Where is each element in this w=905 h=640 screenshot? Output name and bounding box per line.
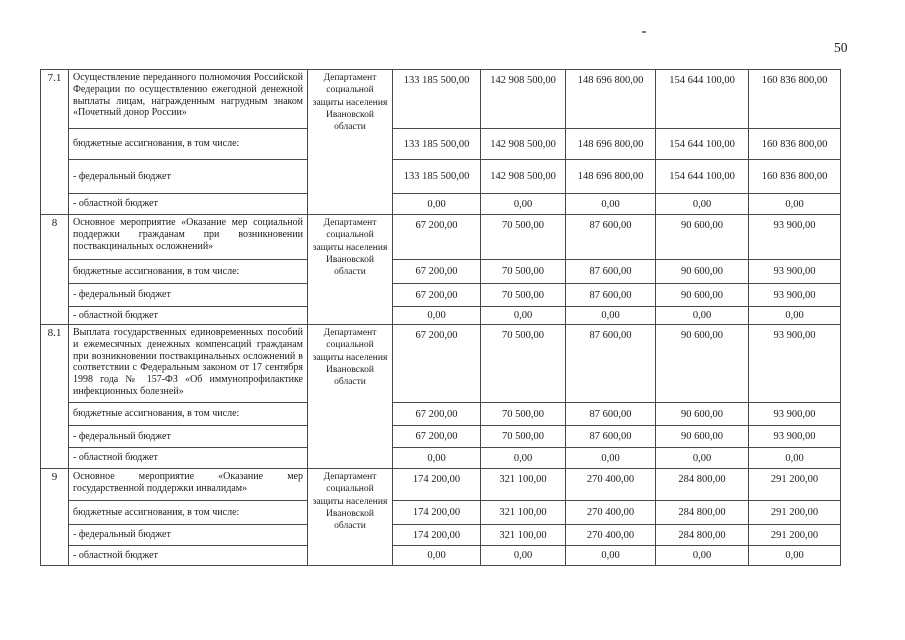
value-cell: 67 200,00 (393, 403, 481, 426)
value-cell: 93 900,00 (749, 284, 841, 307)
table-row (41, 403, 841, 426)
value-cell: 291 200,00 (749, 525, 841, 546)
value-cell: 70 500,00 (481, 403, 566, 426)
value-cell: 270 400,00 (566, 501, 656, 525)
value-cell: 67 200,00 (393, 325, 481, 403)
scan-artifact-dot (642, 31, 646, 33)
value-cell: 93 900,00 (749, 426, 841, 448)
subrow-label-budget: бюджетные ассигнования, в том числе: (69, 403, 308, 426)
value-cell: 133 185 500,00 (393, 70, 481, 129)
value-cell: 0,00 (393, 307, 481, 325)
value-cell: 0,00 (566, 194, 656, 215)
value-cell: 0,00 (566, 448, 656, 469)
value-cell: 90 600,00 (656, 325, 749, 403)
table-row (41, 546, 841, 566)
value-cell: 0,00 (749, 546, 841, 566)
value-cell: 291 200,00 (749, 469, 841, 501)
table-row (41, 469, 841, 501)
table-row (41, 194, 841, 215)
value-cell: 87 600,00 (566, 215, 656, 260)
value-cell: 87 600,00 (566, 284, 656, 307)
value-cell: 0,00 (481, 307, 566, 325)
value-cell: 90 600,00 (656, 260, 749, 284)
value-cell: 284 800,00 (656, 501, 749, 525)
value-cell: 284 800,00 (656, 469, 749, 501)
value-cell: 321 100,00 (481, 469, 566, 501)
department-cell: Департамент социальной защиты населения Ивановской области (308, 469, 393, 566)
value-cell: 160 836 800,00 (749, 160, 841, 194)
value-cell: 174 200,00 (393, 501, 481, 525)
value-cell: 160 836 800,00 (749, 70, 841, 129)
table-row (41, 160, 841, 194)
value-cell: 67 200,00 (393, 284, 481, 307)
table-row (41, 129, 841, 160)
page-number: 50 (834, 40, 848, 55)
subrow-label-federal: - федеральный бюджет (69, 160, 308, 194)
value-cell: 0,00 (393, 448, 481, 469)
value-cell: 87 600,00 (566, 325, 656, 403)
value-cell: 0,00 (481, 194, 566, 215)
value-cell: 0,00 (393, 546, 481, 566)
table-row (41, 525, 841, 546)
value-cell: 291 200,00 (749, 501, 841, 525)
value-cell: 321 100,00 (481, 525, 566, 546)
activity-title: Осуществление переданного полномочия Российской Федерации по осуществлению ежегодной денежной выплаты лицам, награжденным нагрудным знаком «Почетный донор России» (69, 70, 308, 129)
value-cell: 0,00 (656, 307, 749, 325)
value-cell: 142 908 500,00 (481, 129, 566, 160)
table-row (41, 284, 841, 307)
value-cell: 154 644 100,00 (656, 160, 749, 194)
table-row (41, 501, 841, 525)
value-cell: 70 500,00 (481, 260, 566, 284)
value-cell: 270 400,00 (566, 525, 656, 546)
subrow-label-federal: - федеральный бюджет (69, 426, 308, 448)
value-cell: 148 696 800,00 (566, 160, 656, 194)
value-cell: 0,00 (749, 194, 841, 215)
subrow-label-regional: - областной бюджет (69, 546, 308, 566)
value-cell: 133 185 500,00 (393, 129, 481, 160)
value-cell: 87 600,00 (566, 426, 656, 448)
subrow-label-budget: бюджетные ассигнования, в том числе: (69, 501, 308, 525)
value-cell: 0,00 (749, 307, 841, 325)
value-cell: 0,00 (393, 194, 481, 215)
value-cell: 0,00 (566, 307, 656, 325)
value-cell: 148 696 800,00 (566, 129, 656, 160)
value-cell: 90 600,00 (656, 426, 749, 448)
value-cell: 0,00 (656, 194, 749, 215)
department-cell: Департамент социальной защиты населения Ивановской области (308, 70, 393, 215)
value-cell: 321 100,00 (481, 501, 566, 525)
table-row (41, 448, 841, 469)
value-cell: 0,00 (481, 546, 566, 566)
subrow-label-federal: - федеральный бюджет (69, 525, 308, 546)
table-row (41, 307, 841, 325)
value-cell: 90 600,00 (656, 215, 749, 260)
subrow-label-regional: - областной бюджет (69, 307, 308, 325)
value-cell: 154 644 100,00 (656, 129, 749, 160)
value-cell: 93 900,00 (749, 215, 841, 260)
value-cell: 93 900,00 (749, 260, 841, 284)
department-cell: Департамент социальной защиты населения Ивановской области (308, 215, 393, 325)
value-cell: 90 600,00 (656, 284, 749, 307)
table-row (41, 426, 841, 448)
value-cell: 142 908 500,00 (481, 70, 566, 129)
value-cell: 0,00 (481, 448, 566, 469)
value-cell: 148 696 800,00 (566, 70, 656, 129)
value-cell: 67 200,00 (393, 260, 481, 284)
activity-title: Основное мероприятие «Оказание мер государственной поддержки инвалидам» (69, 469, 308, 501)
value-cell: 0,00 (656, 448, 749, 469)
value-cell: 174 200,00 (393, 469, 481, 501)
value-cell: 93 900,00 (749, 325, 841, 403)
value-cell: 90 600,00 (656, 403, 749, 426)
value-cell: 133 185 500,00 (393, 160, 481, 194)
value-cell: 0,00 (566, 546, 656, 566)
table-row (41, 260, 841, 284)
value-cell: 0,00 (749, 448, 841, 469)
row-number: 9 (41, 469, 69, 566)
value-cell: 67 200,00 (393, 215, 481, 260)
value-cell: 70 500,00 (481, 215, 566, 260)
value-cell: 70 500,00 (481, 325, 566, 403)
value-cell: 67 200,00 (393, 426, 481, 448)
department-cell: Департамент социальной защиты населения Ивановской области (308, 325, 393, 469)
subrow-label-federal: - федеральный бюджет (69, 284, 308, 307)
value-cell: 154 644 100,00 (656, 70, 749, 129)
value-cell: 70 500,00 (481, 284, 566, 307)
value-cell: 0,00 (656, 546, 749, 566)
row-number: 8 (41, 215, 69, 325)
budget-table (40, 69, 841, 566)
value-cell: 142 908 500,00 (481, 160, 566, 194)
table-row (41, 325, 841, 403)
subrow-label-budget: бюджетные ассигнования, в том числе: (69, 129, 308, 160)
subrow-label-budget: бюджетные ассигнования, в том числе: (69, 260, 308, 284)
subrow-label-regional: - областной бюджет (69, 194, 308, 215)
value-cell: 160 836 800,00 (749, 129, 841, 160)
table-row (41, 70, 841, 129)
value-cell: 87 600,00 (566, 260, 656, 284)
row-number: 7.1 (41, 70, 69, 215)
value-cell: 270 400,00 (566, 469, 656, 501)
value-cell: 174 200,00 (393, 525, 481, 546)
activity-title: Основное мероприятие «Оказание мер социальной поддержки гражданам при возникновении поствакцинальных осложнений» (69, 215, 308, 260)
value-cell: 70 500,00 (481, 426, 566, 448)
value-cell: 87 600,00 (566, 403, 656, 426)
value-cell: 93 900,00 (749, 403, 841, 426)
table-row (41, 215, 841, 260)
value-cell: 284 800,00 (656, 525, 749, 546)
activity-title: Выплата государственных единовременных пособий и ежемесячных денежных компенсаций гражданам при возникновении поствакцинальных осложнений в соответствии с Федеральным законом от 17 сентября 1998 года № 157-ФЗ «Об иммунопрофилактике инфекционных болезней» (69, 325, 308, 403)
subrow-label-regional: - областной бюджет (69, 448, 308, 469)
row-number: 8.1 (41, 325, 69, 469)
